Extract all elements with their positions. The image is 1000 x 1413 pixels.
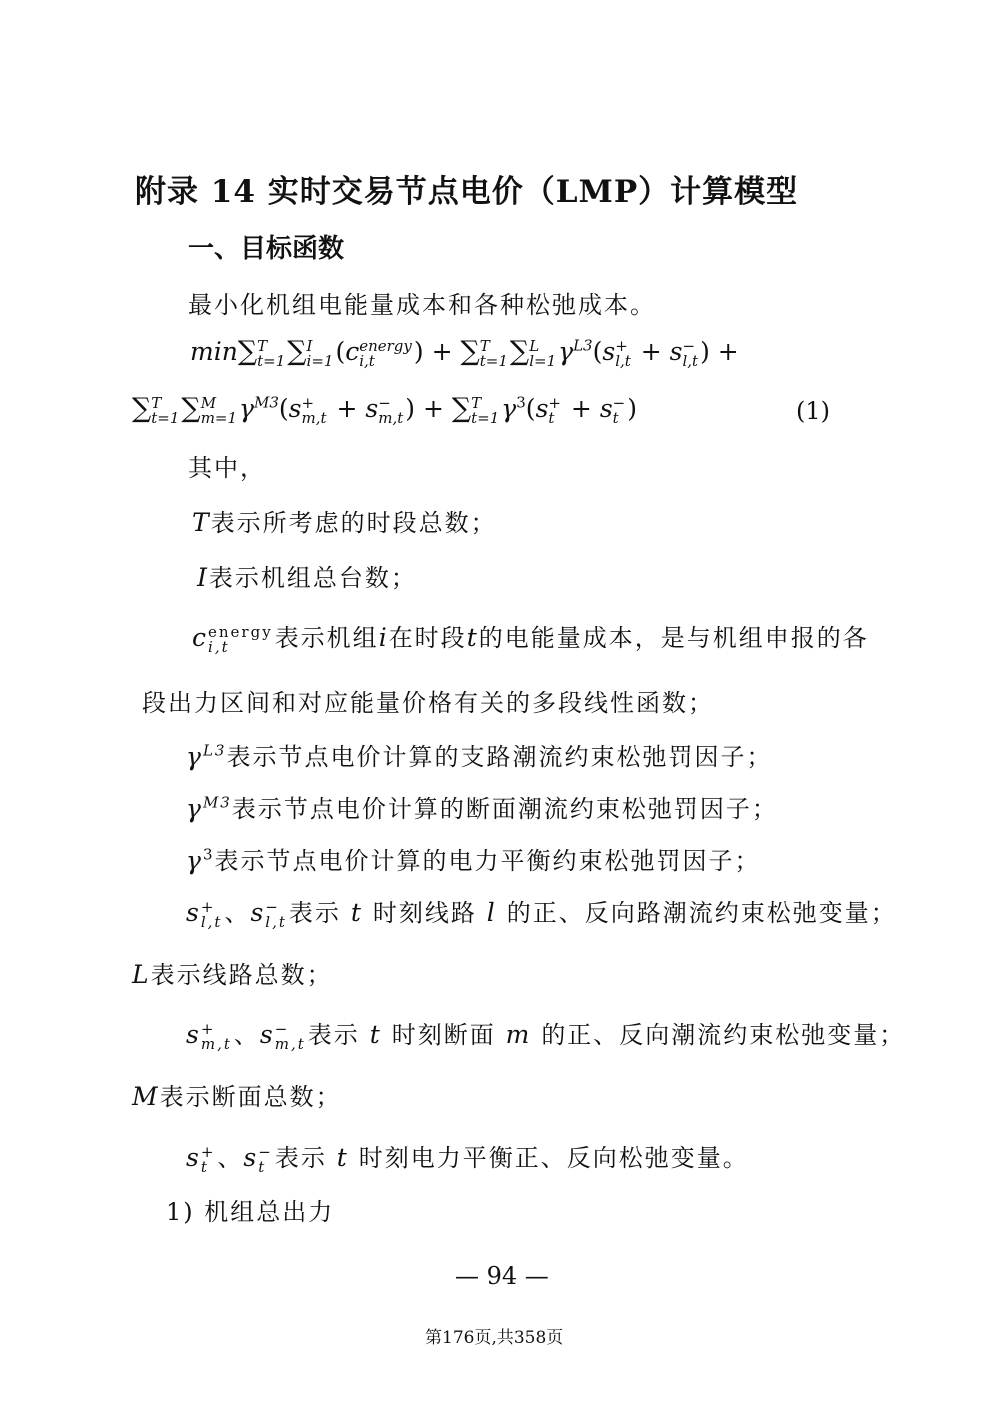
where-label: 其中， xyxy=(188,454,266,482)
appendix-title: 附录 14 实时交易节点电价（LMP）计算模型 xyxy=(135,174,799,210)
def-s-line: s + l,t 、s − l,t 表示 t 时刻线路 l 的正、反向路潮流约束松弛变量； xyxy=(186,897,897,931)
def-s-section: s + m,t 、s − m,t 表示 t 时刻断面 m 的正、反向潮流约束松弛变量； xyxy=(186,1019,906,1053)
def-c-energy: c energy i,t 表示机组i在时段t的电能量成本，是与机组申报的各 xyxy=(192,622,869,656)
section-heading: 一、目标函数 xyxy=(188,234,345,264)
item-1-heading: 1) 机组总出力 xyxy=(166,1198,335,1226)
def-L: L表示线路总数； xyxy=(132,960,333,989)
def-s-balance: s + t 、s − t 表示 t 时刻电力平衡正、反向松弛变量。 xyxy=(186,1142,749,1176)
page-footer: 第176页,共358页 xyxy=(425,1328,564,1348)
objective-equation-line-1: min∑ T t=1 ∑ I i=1 (c energy i,t ) + ∑ T t=1 ∑ L l=1 $\gamma^{L3}(s$ + l,t + s − l,t ) + xyxy=(190,336,739,370)
def-c-energy-cont: 段出力区间和对应能量价格有关的多段线性函数； xyxy=(142,689,714,717)
def-gamma-3: $\gamma^3$表示节点电价计算的电力平衡约束松弛罚因子； xyxy=(186,845,761,875)
page-number: — 94 — xyxy=(455,1262,549,1290)
def-gamma-M3: $\gamma^{M3}$表示节点电价计算的断面潮流约束松弛罚因子； xyxy=(186,793,778,823)
equation-number: (1) xyxy=(796,397,830,425)
def-gamma-L3: $\gamma^{L3}$表示节点电价计算的支路潮流约束松弛罚因子； xyxy=(186,741,773,771)
def-I: I表示机组总台数； xyxy=(197,563,417,592)
intro-paragraph: 最小化机组电能量成本和各种松弛成本。 xyxy=(188,291,656,319)
def-T: T表示所考虑的时段总数； xyxy=(192,508,497,537)
objective-equation-line-2: ∑ T t=1 ∑ M m=1 $\gamma^{M3}(s$ + m,t + s − m,t ) + ∑ T t=1 $\gamma^3(s$ + t + s − t ) xyxy=(132,393,638,427)
def-M: M表示断面总数； xyxy=(132,1082,342,1111)
